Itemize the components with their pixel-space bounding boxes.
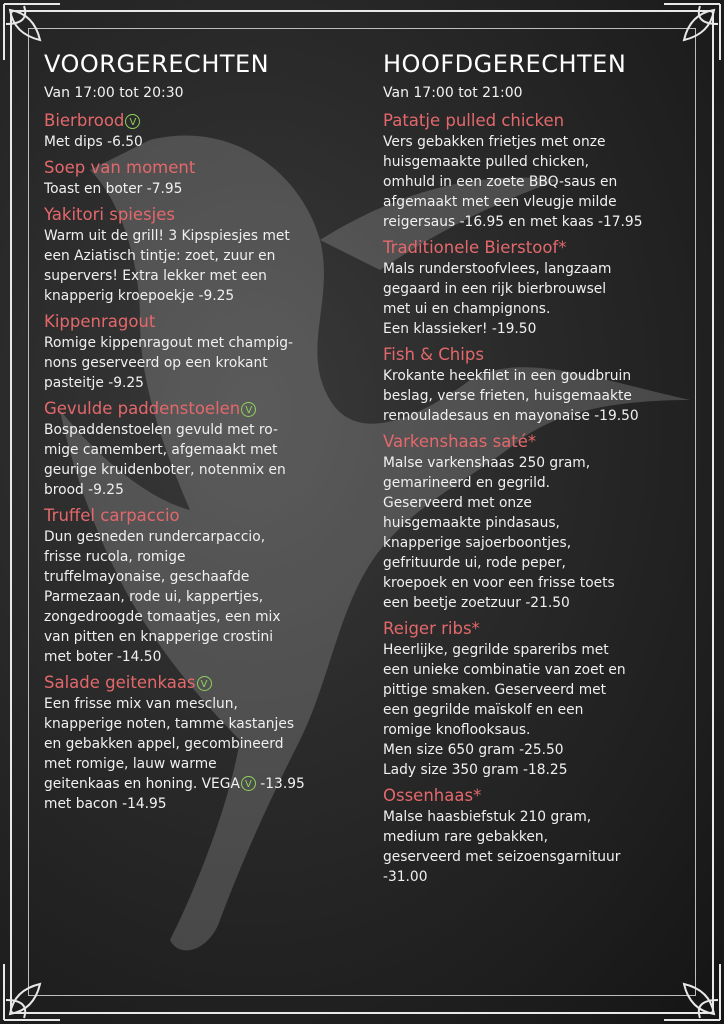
menu-item [383, 785, 693, 887]
menu-item-title: Fish & Chips [383, 345, 484, 364]
menu-item-title: Bierbrood V [44, 110, 344, 132]
menu-item-description: Krokante heekfilet in een goudbruin beslag, verse frieten, huisgemaakte remouladesaus en mayonaise -19.50 [383, 368, 639, 424]
menu-item-title: Yakitori spiesjes [44, 205, 175, 224]
menu-item [383, 618, 693, 780]
menu-item-description: Een frisse mix van mesclun, knapperige noten, tamme kastanjes en gebakken appel, gecombineerd met romige, lauw warme [44, 696, 295, 772]
veg-badge-icon: V [125, 114, 140, 129]
menu-item-title: Traditionele Bierstoof* [383, 238, 567, 257]
mains-hours: Van 17:00 tot 21:00 [383, 85, 523, 101]
menu-item [44, 204, 344, 306]
menu-item-title: Ossenhaas* [383, 786, 482, 805]
menu-item [383, 110, 693, 232]
menu-item [44, 672, 344, 814]
menu-item-title: Gevulde paddenstoelen V [44, 398, 344, 420]
menu-item [44, 110, 344, 152]
menu-item-description: Toast en boter -7.95 [44, 181, 183, 197]
menu-item-description: Warm uit de grill! 3 Kipspiesjes met een Aziatisch tintje: zoet, zuur en supervers! Extra lekker met een knapperig kroepoekje -9.25 [44, 228, 290, 304]
starters-column [44, 50, 344, 819]
menu-item-description: Dun gesneden rundercarpaccio, frisse rucola, romige truffelmayonaise, geschaafde Parmezaan, rode ui, kappertjes, zongedroogde tomaatjes, een mix van pitten en knapperige crostini met boter -14.50 [44, 529, 281, 665]
menu-item [44, 157, 344, 199]
menu-item [383, 344, 693, 426]
menu-item [44, 311, 344, 393]
menu-item-description: Heerlijke, gegrilde spareribs met een unieke combinatie van zoet en pittige smaken. Geserveerd met een gegrilde maïskolf en een romige knoflooksaus. Men size 650 gram -25.50 Lady size 350 gram -18.25 [383, 642, 626, 778]
menu-item [44, 398, 344, 500]
menu-item-description: Malse haasbiefstuk 210 gram, medium rare gebakken, geserveerd met seizoensgarnituur -31.00 [383, 809, 621, 885]
menu-item-description: Met dips -6.50 [44, 134, 143, 150]
corner-ornament-icon [0, 960, 64, 1024]
corner-ornament-icon [660, 960, 724, 1024]
menu-item-title: Salade geitenkaas V [44, 672, 344, 694]
starters-heading: VOORGERECHTEN [44, 50, 270, 78]
mains-column [383, 50, 693, 892]
menu-item-title: Varkenshaas saté* [383, 432, 537, 451]
menu-item-title: Truffel carpaccio [44, 506, 180, 525]
menu-item [383, 237, 693, 339]
menu-item-description: Vers gebakken frietjes met onze huisgemaakte pulled chicken, omhuld in een zoete BBQ-saus en afgemaakt met een vleugje milde reigersaus -16.95 en met kaas -17.95 [383, 134, 643, 230]
menu-item [383, 431, 693, 613]
veg-badge-icon: V [197, 676, 212, 691]
menu-item [44, 505, 344, 667]
menu-item-veg-line: geitenkaas en honing. VEGA V -13.95 [44, 776, 305, 792]
menu-item-description: Bospaddenstoelen gevuld met ro- mige camembert, afgemaakt met geurige kruidenboter, notenmix en brood -9.25 [44, 422, 286, 498]
menu-item-bacon-line: met bacon -14.95 [44, 796, 167, 812]
menu-item-description: Mals runderstoofvlees, langzaam gegaard in een rijk bierbrouwsel met ui en champignons. Een klassieker! -19.50 [383, 261, 612, 337]
starters-hours: Van 17:00 tot 20:30 [44, 85, 184, 101]
veg-badge-icon: V [241, 402, 256, 417]
menu-item-title: Patatje pulled chicken [383, 111, 565, 130]
menu-item-title: Reiger ribs* [383, 619, 480, 638]
mains-heading: HOOFDGERECHTEN [383, 50, 627, 78]
menu-item-description: Malse varkenshaas 250 gram, gemarineerd en gegrild. Geserveerd met onze huisgemaakte pindasaus, knapperige sajoerboontjes, gefrituurde ui, rode peper, kroepoek en voor een frisse toets een beetje zoetzuur -21.50 [383, 455, 615, 611]
menu-item-title: Soep van moment [44, 158, 196, 177]
menu-item-title: Kippenragout [44, 312, 156, 331]
menu-item-description: Romige kippenragout met champig- nons geserveerd op een krokant pasteitje -9.25 [44, 335, 294, 391]
veg-badge-icon: V [241, 776, 256, 791]
